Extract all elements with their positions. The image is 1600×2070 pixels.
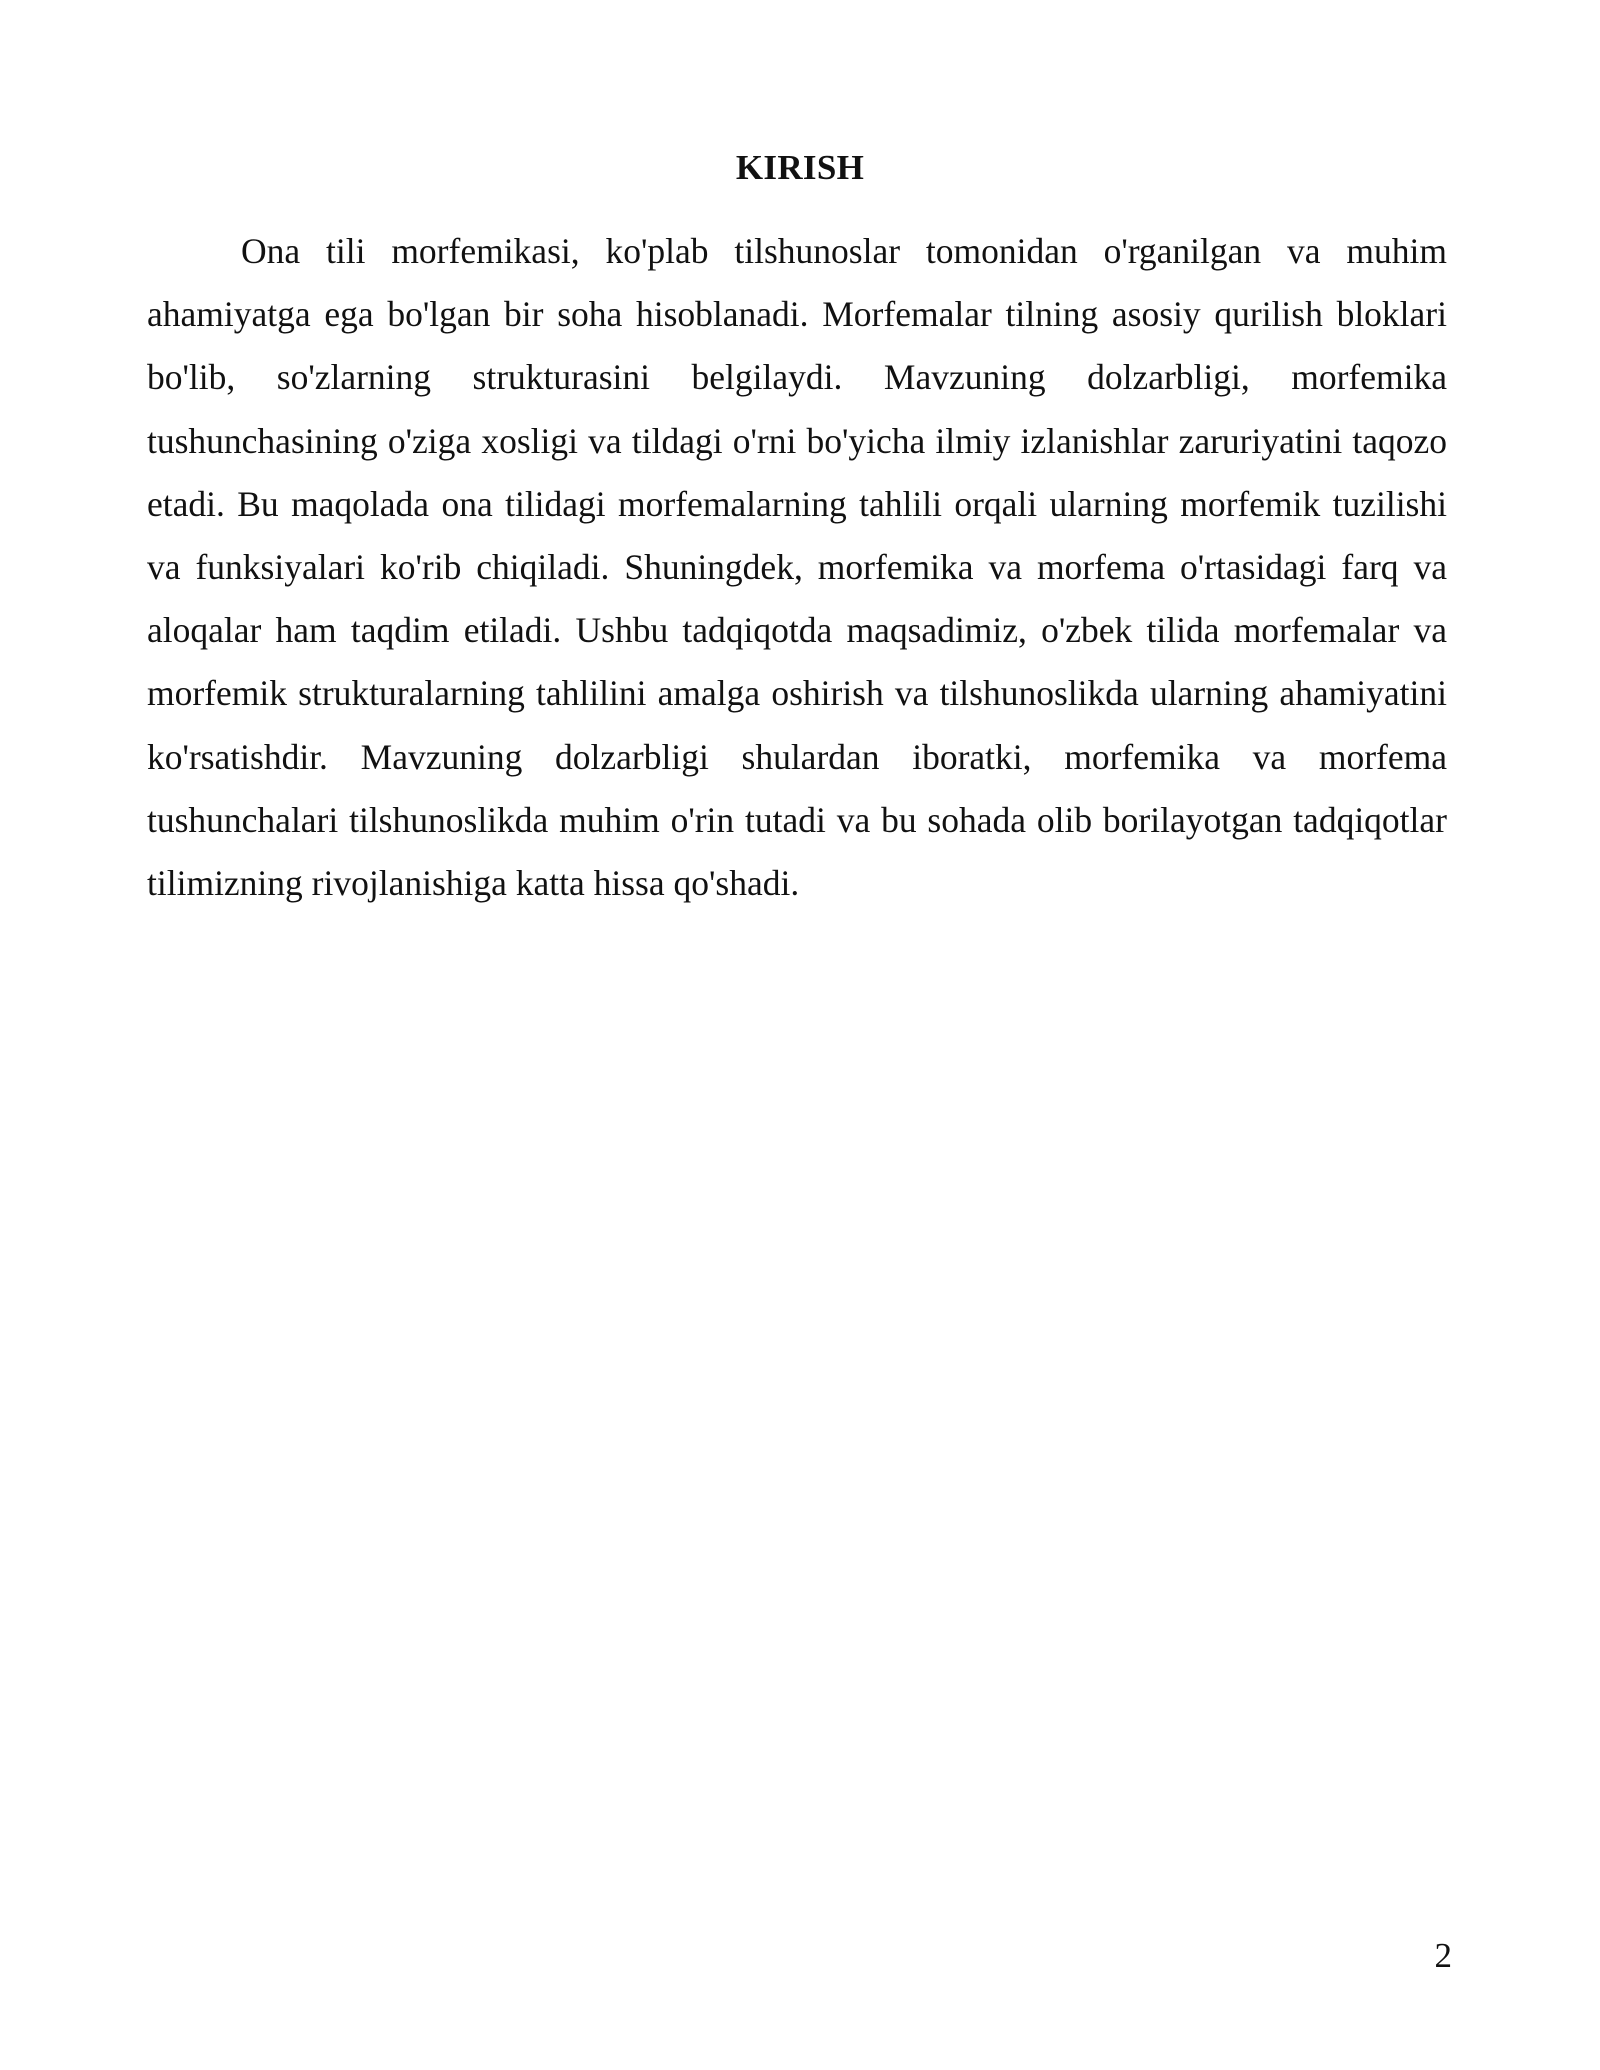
page-number: 2	[1434, 1936, 1452, 1975]
body-paragraph: Ona tili morfemikasi, ko'plab tilshunoslar tomonidan o'rganilgan va muhim ahamiyatga ega bo'lgan bir soha hisoblanadi. Morfemalar tilning asosiy qurilish bloklari bo'lib, so'zlarning strukturasini belgilaydi. Mavzuning dolzarbligi, morfemika tushunchasining o'ziga xosligi va tildagi o'rni bo'yicha ilmiy izlanishlar zaruriyatini taqozo etadi. Bu maqolada ona tilidagi morfemalarning tahlili orqali ularning morfemik tuzilishi va funksiyalari ko'rib chiqiladi. Shuningdek, morfemika va morfema o'rtasidagi farq va aloqalar ham taqdim etiladi. Ushbu tadqiqotda maqsadimiz, o'zbek tilida morfemalar va morfemik strukturalarning tahlilini amalga oshirish va tilshunoslikda ularning ahamiyatini ko'rsatishdir. Mavzuning dolzarbligi shulardan iboratki, morfemika va morfema tushunchalari tilshunoslikda muhim o'rin tutadi va bu sohada olib borilayotgan tadqiqotlar tilimizning rivojlanishiga katta hissa qo'shadi.	[147, 231, 1447, 904]
section-heading: KIRISH	[735, 148, 865, 187]
